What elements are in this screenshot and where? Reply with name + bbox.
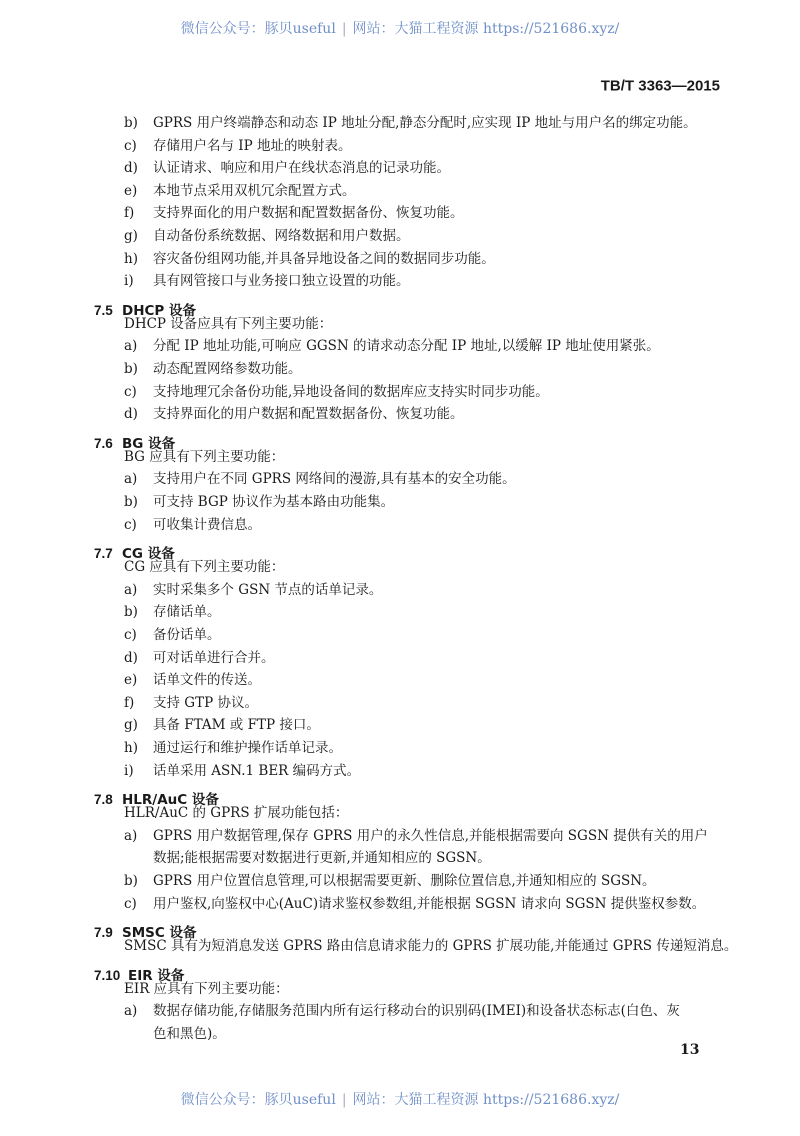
item-label: f) — [124, 205, 135, 222]
item-label: a) — [124, 1003, 138, 1020]
item-label: c) — [124, 137, 137, 154]
item-text: 支持 GTP 协议。 — [153, 694, 258, 711]
item-text: 支持界面化的用户数据和配置数据备份、恢复功能。 — [153, 406, 464, 423]
item-text-continued: 色和黑色)。 — [153, 1026, 226, 1042]
item-label: a) — [124, 827, 138, 844]
section-title: BG 设备 — [122, 435, 176, 452]
item-label: b) — [124, 873, 138, 889]
item-label: g) — [124, 228, 138, 244]
item-text: 话单文件的传送。 — [153, 672, 261, 689]
item-text: GPRS 用户终端静态和动态 IP 地址分配,静态分配时,应实现 IP 地址与用户名的绑定功能。 — [153, 115, 697, 131]
item-label: a) — [124, 581, 138, 598]
item-label: c) — [124, 627, 137, 643]
item-text: 支持用户在不同 GPRS 网络间的漫游,具有基本的安全功能。 — [153, 471, 516, 488]
item-text: 本地节点采用双机冗余配置方式。 — [153, 182, 356, 199]
item-text: 容灾备份组网功能,并具备异地设备之间的数据同步功能。 — [153, 250, 495, 267]
section-intro: CG 应具有下列主要功能： — [124, 559, 285, 576]
section-number: 7.7 — [94, 546, 113, 562]
item-label: b) — [124, 494, 138, 510]
section-intro: EIR 应具有下列主要功能： — [124, 980, 289, 997]
item-text: 动态配置网络参数功能。 — [153, 361, 302, 377]
item-text: 可支持 BGP 协议作为基本路由功能集。 — [153, 494, 395, 510]
item-text: 分配 IP 地址功能,可响应 GGSN 的请求动态分配 IP 地址,以缓解 IP 地址使用紧张。 — [153, 338, 660, 355]
item-text: 具备 FTAM 或 FTP 接口。 — [153, 717, 320, 734]
item-label: c) — [124, 383, 137, 400]
item-text: GPRS 用户数据管理,保存 GPRS 用户的永久性信息,并能根据需要向 SGSN 提供有关的用户 — [153, 827, 708, 844]
item-text: 存储用户名与 IP 地址的映射表。 — [153, 137, 352, 154]
item-label: i) — [124, 762, 134, 779]
section-intro: HLR/AuC 的 GPRS 扩展功能包括： — [124, 805, 349, 822]
section-intro: BG 应具有下列主要功能： — [124, 448, 285, 465]
item-label: c) — [124, 516, 137, 533]
item-label: h) — [124, 740, 138, 756]
section-number: 7.10 — [94, 967, 121, 983]
item-text: 认证请求、响应和用户在线状态消息的记录功能。 — [153, 160, 450, 177]
section-title: SMSC 设备 — [122, 925, 197, 942]
section-intro: SMSC 具有为短消息发送 GPRS 路由信息请求能力的 GPRS 扩展功能,并能通过 GPRS 传递短消息。 — [124, 938, 738, 955]
item-text: 具有网管接口与业务接口独立设置的功能。 — [153, 273, 410, 290]
item-text: 支持地理冗余备份功能,异地设备间的数据库应支持实时同步功能。 — [153, 383, 549, 400]
watermark-separator: | — [341, 21, 347, 37]
section-number: 7.6 — [94, 435, 113, 451]
watermark-bottom — [0, 1089, 800, 1109]
item-label: b) — [124, 115, 138, 131]
item-text-continued: 数据;能根据需要对数据进行更新,并通知相应的 SGSN。 — [153, 850, 491, 867]
item-label: a) — [124, 338, 138, 355]
item-text: GPRS 用户位置信息管理,可以根据需要更新、删除位置信息,并通知相应的 SGSN。 — [153, 873, 656, 889]
item-text: 通过运行和维护操作话单记录。 — [153, 740, 342, 756]
item-label: b) — [124, 361, 138, 377]
section-number: 7.5 — [94, 302, 113, 318]
page-number: 13 — [680, 1042, 700, 1058]
item-label: b) — [124, 604, 138, 621]
section-number: 7.9 — [94, 925, 113, 941]
section-title: CG 设备 — [122, 546, 175, 563]
item-label: e) — [124, 182, 138, 199]
item-text: 支持界面化的用户数据和配置数据备份、恢复功能。 — [153, 205, 464, 222]
section-intro: DHCP 设备应具有下列主要功能： — [124, 315, 333, 332]
watermark-site: 网站：大猫工程资源 https://521686.xyz/ — [352, 1092, 620, 1108]
watermark-top — [0, 18, 800, 38]
item-label: e) — [124, 672, 138, 689]
item-text: 话单采用 ASN.1 BER 编码方式。 — [153, 762, 361, 779]
watermark-wechat: 微信公众号：豚贝useful — [180, 1092, 336, 1108]
section-title: HLR/AuC 设备 — [122, 792, 219, 809]
item-text: 可收集计费信息。 — [153, 516, 261, 533]
item-text: 备份话单。 — [153, 627, 221, 643]
item-label: f) — [124, 694, 135, 711]
section-title: EIR 设备 — [128, 967, 185, 984]
standard-number: TB/T 3363—2015 — [600, 77, 720, 95]
item-text: 可对话单进行合并。 — [153, 649, 275, 666]
item-text: 用户鉴权,向鉴权中心(AuC)请求鉴权参数组,并能根据 SGSN 请求向 SGSN 提供鉴权参数。 — [153, 895, 706, 912]
item-label: c) — [124, 895, 137, 912]
item-label: d) — [124, 160, 138, 177]
watermark-wechat: 微信公众号：豚贝useful — [180, 21, 336, 37]
section-number: 7.8 — [94, 792, 113, 808]
item-label: g) — [124, 717, 138, 734]
item-label: h) — [124, 250, 138, 267]
item-text: 存储话单。 — [153, 604, 221, 621]
section-title: DHCP 设备 — [122, 302, 197, 319]
item-label: d) — [124, 406, 138, 423]
watermark-separator: | — [341, 1092, 347, 1108]
item-text: 实时采集多个 GSN 节点的话单记录。 — [153, 581, 383, 598]
item-text: 数据存储功能,存储服务范围内所有运行移动台的识别码(IMEI)和设备状态标志(白色、灰 — [153, 1003, 680, 1020]
watermark-site: 网站：大猫工程资源 https://521686.xyz/ — [352, 21, 620, 37]
item-label: d) — [124, 649, 138, 666]
item-label: a) — [124, 471, 138, 488]
item-label: i) — [124, 273, 134, 290]
item-text: 自动备份系统数据、网络数据和用户数据。 — [153, 228, 410, 244]
